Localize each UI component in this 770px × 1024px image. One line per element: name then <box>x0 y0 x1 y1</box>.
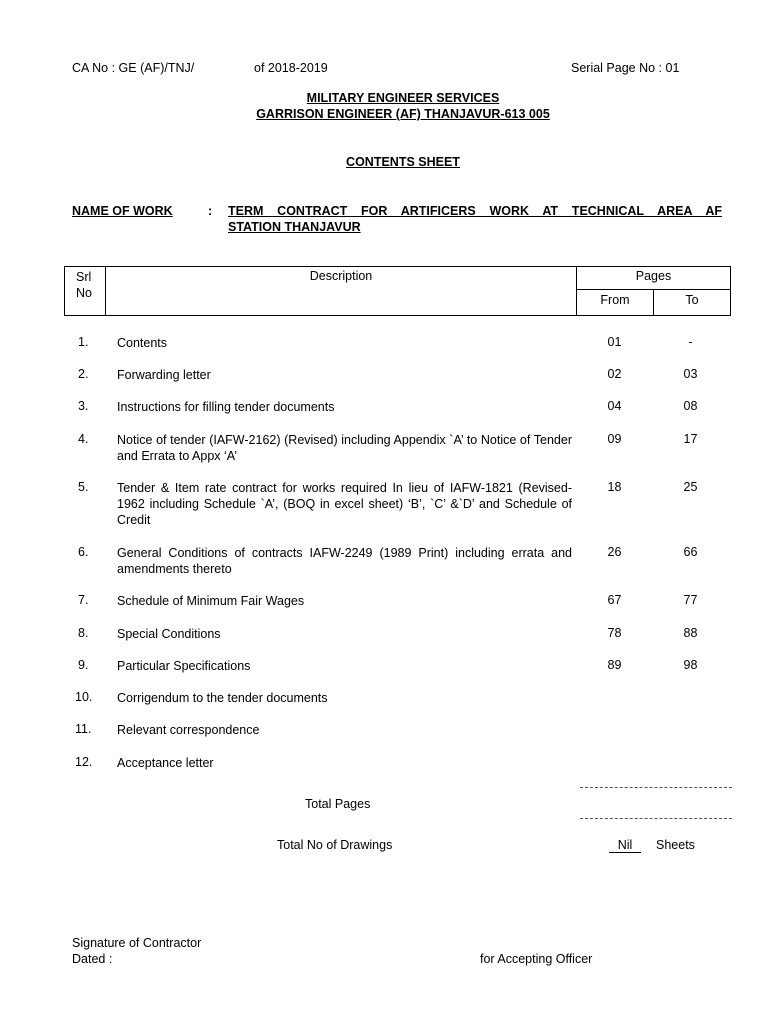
row-number: 9. <box>78 658 89 672</box>
row-page-to: - <box>688 335 693 349</box>
signature-of-contractor: Signature of Contractor <box>72 936 202 950</box>
serial-page-number: Serial Page No : 01 <box>571 61 680 75</box>
row-number: 8. <box>78 626 89 640</box>
row-description: Particular Specifications <box>117 659 251 673</box>
from-header: From <box>600 293 630 308</box>
row-description: Forwarding letter <box>117 368 211 382</box>
total-drawings-label: Total No of Drawings <box>277 838 393 852</box>
row-page-to: 66 <box>683 545 698 559</box>
org-address: GARRISON ENGINEER (AF) THANJAVUR-613 005 <box>256 107 550 121</box>
row-number: 11. <box>75 722 92 736</box>
row-page-to: 08 <box>683 399 698 413</box>
name-of-work-value-line1: TERM CONTRACT FOR ARTIFICERS WORK AT TECHNICAL AREA AF <box>228 204 722 218</box>
to-header-cell <box>654 290 731 316</box>
to-header: To <box>685 293 699 308</box>
row-description: Tender & Item rate contract for works required In lieu of IAFW-1821 (Revised-1962 including Schedule `A’, (BOQ in excel sheet) ‘B’, `C’ &`D’ and Schedule of Credit <box>117 481 572 527</box>
row-page-from: 26 <box>607 545 622 559</box>
total-pages-line-top <box>580 787 732 788</box>
row-page-from: 02 <box>607 367 622 381</box>
description-header: Description <box>309 269 373 283</box>
row-page-to: 77 <box>683 593 698 607</box>
no-header: No <box>76 286 92 300</box>
total-pages-label: Total Pages <box>305 797 371 811</box>
total-pages-line-bottom <box>580 818 732 819</box>
name-of-work-label: NAME OF WORK <box>72 204 173 218</box>
pages-header-cell <box>577 267 731 290</box>
sheets-label: Sheets <box>656 838 695 852</box>
row-page-from: 67 <box>607 593 622 607</box>
row-number: 4. <box>78 432 89 446</box>
row-number: 7. <box>78 593 89 607</box>
row-description: Notice of tender (IAFW-2162) (Revised) including Appendix `A’ to Notice of Tender and Errata to Appx ‘A’ <box>117 433 572 463</box>
row-page-from: 01 <box>607 335 622 349</box>
row-number: 5. <box>78 480 89 494</box>
name-of-work-value-line2: STATION THANJAVUR <box>228 220 361 234</box>
row-description: Schedule of Minimum Fair Wages <box>117 594 305 608</box>
row-description: Contents <box>117 336 168 350</box>
row-page-from: 78 <box>607 626 622 640</box>
row-number: 10. <box>75 690 93 704</box>
row-description: Instructions for filling tender documents <box>117 400 335 414</box>
drawings-value: Nil <box>609 838 641 853</box>
row-description: Corrigendum to the tender documents <box>117 691 328 705</box>
row-number: 6. <box>78 545 89 559</box>
row-page-from: 89 <box>607 658 622 672</box>
row-description: General Conditions of contracts IAFW-2249 (1989 Print) including errata and amendments thereto <box>117 546 572 576</box>
row-number: 2. <box>78 367 89 381</box>
ca-number: CA No : GE (AF)/TNJ/ <box>72 61 195 75</box>
row-page-to: 03 <box>683 367 698 381</box>
srl-header-cell <box>65 267 106 316</box>
row-number: 12. <box>75 755 93 769</box>
row-page-to: 17 <box>683 432 698 446</box>
description-header-cell <box>106 267 577 316</box>
row-description: Special Conditions <box>117 627 221 641</box>
row-number: 1. <box>78 335 89 349</box>
row-page-from: 04 <box>607 399 622 413</box>
dated-label: Dated : <box>72 952 113 966</box>
accepting-officer: for Accepting Officer <box>480 952 593 966</box>
org-name: MILITARY ENGINEER SERVICES <box>306 91 500 105</box>
page-title: CONTENTS SHEET <box>346 155 460 169</box>
row-description: Acceptance letter <box>117 756 214 770</box>
row-page-to: 88 <box>683 626 698 640</box>
pages-header: Pages <box>635 269 672 283</box>
row-page-to: 98 <box>683 658 698 672</box>
from-header-cell <box>577 290 654 316</box>
name-of-work-colon: : <box>208 204 213 218</box>
row-page-to: 25 <box>683 480 698 494</box>
row-description: Relevant correspondence <box>117 723 260 737</box>
row-page-from: 18 <box>607 480 622 494</box>
row-number: 3. <box>78 399 89 413</box>
contents-table-header <box>64 266 731 316</box>
srl-header: Srl <box>76 270 92 284</box>
contract-year: of 2018-2019 <box>254 61 328 75</box>
row-page-from: 09 <box>607 432 622 446</box>
